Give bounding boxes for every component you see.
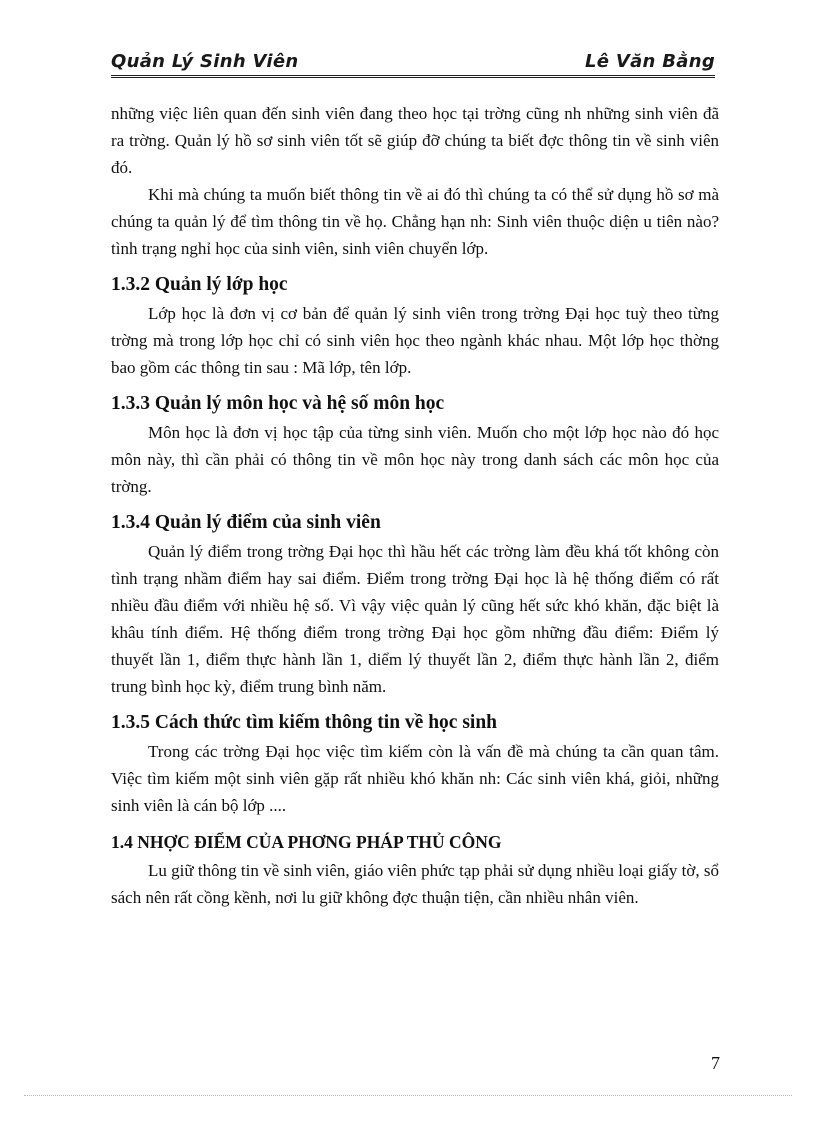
intro-paragraph-1: những việc liên quan đến sinh viên đang theo học tại trờng cũng nh những sinh viên đã ra trờng. Quản lý hồ sơ sinh viên tốt sẽ giúp đỡ chúng ta biết đợc thông tin về sinh viên đó. <box>111 104 719 177</box>
section-title-grade-management: 1.3.4 Quản lý điểm của sinh viên <box>111 512 381 533</box>
section-body-grade-management: Quản lý điểm trong trờng Đại học thì hầu hết các trờng làm đều khá tốt không còn tình trạng nhầm điểm hay sai điểm. Điểm trong trờng Đại học là hệ thống điểm có rất nhiều đầu điểm với nhiều hệ số. Vì vậy việc quản lý cũng hết sức khó khăn, đặc biệt là khâu tính điểm. Hệ thống điểm trong trờng Đại học gồm những đầu điểm: Điểm lý thuyết lần 1, điểm thực hành lần 1, diểm lý thuyết lần 2, điểm thực hành lần 2, điểm trung bình học kỳ, điểm trung bình năm. <box>111 542 719 696</box>
section-body-manual-drawbacks: Lu giữ thông tin về sinh viên, giáo viên phức tạp phải sử dụng nhiều loại giấy tờ, sổ sách nên rất cồng kềnh, nơi lu giữ không đợc thuận tiện, cần nhiều nhân viên. <box>111 861 719 907</box>
section-body-class-management: Lớp học là đơn vị cơ bản để quản lý sinh viên trong trờng Đại học tuỳ theo từng trờng mà trong lớp học chỉ có sinh viên học theo ngành khác nhau. Một lớp học thờng bao gồm các thông tin sau : Mã lớp, tên lớp. <box>111 304 719 377</box>
section-title-subject-management: 1.3.3 Quản lý môn học và hệ số môn học <box>111 393 445 414</box>
page-header <box>111 46 715 78</box>
section-title-manual-drawbacks: 1.4 NHỢC ĐIỂM CỦA PHƠNG PHÁP THỦ CÔNG <box>111 832 502 852</box>
section-title-class-management: 1.3.2 Quản lý lớp học <box>111 274 288 295</box>
section-title-search-method: 1.3.5 Cách thức tìm kiếm thông tin về học sinh <box>111 712 498 733</box>
intro-paragraph-2: Khi mà chúng ta muốn biết thông tin về ai đó thì chúng ta có thể sử dụng hồ sơ mà chúng ta quản lý để tìm thông tin về họ. Chẳng hạn nh: Sinh viên thuộc diện u tiên nào? tình trạng nghỉ học của sinh viên, sinh viên chuyển lớp. <box>111 185 719 258</box>
section-body-subject-management: Môn học là đơn vị học tập của từng sinh viên. Muốn cho một lớp học nào đó học môn này, thì cần phải có thông tin về môn học này trong danh sách các môn học của trờng. <box>111 423 719 496</box>
page-body <box>111 100 719 911</box>
header-author: Lê Văn Bằng <box>585 51 715 72</box>
page-number: 7 <box>711 1053 720 1073</box>
section-body-search-method: Trong các trờng Đại học việc tìm kiếm còn là vấn đề mà chúng ta cần quan tâm. Việc tìm kiếm một sinh viên gặp rất nhiều khó khăn nh: Các sinh viên khá, giỏi, những sinh viên là cán bộ lớp .... <box>111 742 719 815</box>
header-title: Quản Lý Sinh Viên <box>111 51 299 72</box>
footer-divider <box>24 1095 792 1096</box>
